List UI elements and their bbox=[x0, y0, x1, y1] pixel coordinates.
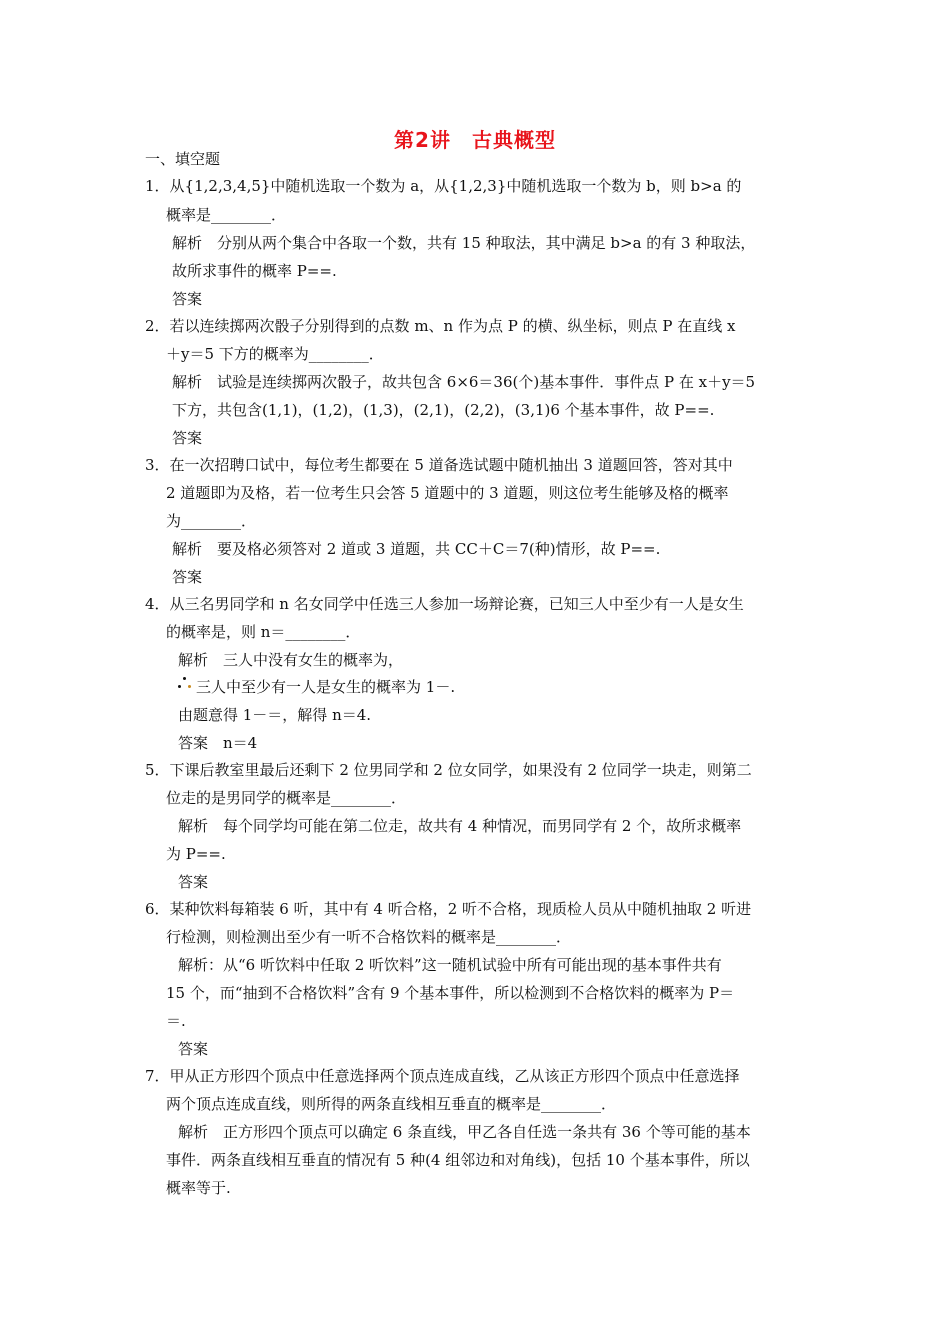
text-line-l16: 答案 bbox=[172, 568, 203, 586]
text-line-l28: 6．某种饮料每箱装 6 听，其中有 4 听合格，2 听不合格，现质检人员从中随机抽取 2 听进 bbox=[145, 900, 752, 918]
text-line-l09: 解析 试验是连续掷两次骰子，故共包含 6×6＝36(个)基本事件．事件点 P 在 x＋y＝5 bbox=[172, 373, 756, 391]
text-line-l13: 2 道题即为及格，若一位考生只会答 5 道题中的 3 道题，则这位考生能够及格的概率 bbox=[166, 484, 729, 502]
therefore-symbol-icon bbox=[178, 674, 192, 690]
text-line-l33: 答案 bbox=[178, 1040, 209, 1058]
text-line-l11: 答案 bbox=[172, 429, 203, 447]
text-line-l20: 三人中至少有一人是女生的概率为 1－. bbox=[196, 678, 456, 696]
text-line-l21: 由题意得 1－＝，解得 n＝4. bbox=[178, 706, 372, 724]
text-line-l29: 行检测，则检测出至少有一听不合格饮料的概率是________． bbox=[166, 928, 572, 946]
page-title: 第2讲 古典概型 bbox=[394, 128, 556, 152]
text-line-l15: 解析 要及格必须答对 2 道或 3 道题，共 CC＋C＝7(种)情形，故 P==. bbox=[172, 540, 661, 558]
text-line-l14: 为________． bbox=[166, 512, 257, 530]
text-line-l35: 两个顶点连成直线，则所得的两条直线相互垂直的概率是________． bbox=[166, 1095, 617, 1113]
text-line-l31: 15 个，而“抽到不合格饮料”含有 9 个基本事件，所以检测到不合格饮料的概率为 P＝ bbox=[166, 984, 735, 1002]
text-line-l12: 3．在一次招聘口试中，每位考生都要在 5 道备选试题中随机抽出 3 道题回答，答对其中 bbox=[145, 456, 733, 474]
text-line-l26: 为 P==. bbox=[166, 845, 226, 863]
text-line-l08: ＋y＝5 下方的概率为________． bbox=[166, 345, 384, 363]
text-line-l27: 答案 bbox=[178, 873, 209, 891]
text-line-l24: 位走的是男同学的概率是________． bbox=[166, 789, 407, 807]
text-line-l37: 事件．两条直线相互垂直的情况有 5 种(4 组邻边和对角线)，包括 10 个基本事件，所以 bbox=[166, 1151, 750, 1169]
text-line-l38: 概率等于. bbox=[166, 1179, 231, 1197]
text-line-l17: 4．从三名男同学和 n 名女同学中任选三人参加一场辩论赛，已知三人中至少有一人是女生 bbox=[145, 595, 744, 613]
text-line-l01: 一、填空题 bbox=[145, 150, 221, 168]
text-line-l34: 7．甲从正方形四个顶点中任意选择两个顶点连成直线，乙从该正方形四个顶点中任意选择 bbox=[145, 1067, 740, 1085]
text-line-l06: 答案 bbox=[172, 290, 203, 308]
text-line-l19: 解析 三人中没有女生的概率为， bbox=[178, 651, 404, 669]
text-line-l23: 5．下课后教室里最后还剩下 2 位男同学和 2 位女同学，如果没有 2 位同学一块走，则第二 bbox=[145, 761, 752, 779]
text-line-l07: 2．若以连续掷两次骰子分别得到的点数 m、n 作为点 P 的横、纵坐标，则点 P 在直线 x bbox=[145, 317, 736, 335]
text-line-l25: 解析 每个同学均可能在第二位走，故共有 4 种情况，而男同学有 2 个，故所求概率 bbox=[178, 817, 742, 835]
text-line-l03: 概率是________． bbox=[166, 206, 287, 224]
text-line-l22: 答案 n＝4 bbox=[178, 734, 258, 752]
text-line-l04: 解析 分别从两个集合中各取一个数，共有 15 种取法，其中满足 b>a 的有 3 种取法， bbox=[172, 234, 756, 252]
text-line-l10: 下方，共包含(1,1)，(1,2)，(1,3)，(2,1)，(2,2)，(3,1)6 个基本事件，故 P==. bbox=[172, 401, 715, 419]
text-line-l30: 解析：从“6 听饮料中任取 2 听饮料”这一随机试验中所有可能出现的基本事件共有 bbox=[178, 956, 722, 974]
text-line-l36: 解析 正方形四个顶点可以确定 6 条直线，甲乙各自任选一条共有 36 个等可能的基本 bbox=[178, 1123, 751, 1141]
text-line-l05: 故所求事件的概率 P==. bbox=[172, 262, 337, 280]
text-line-l18: 的概率是，则 n＝________． bbox=[166, 623, 361, 641]
text-line-l02: 1．从{1,2,3,4,5}中随机选取一个数为 a，从{1,2,3}中随机选取一个数为 b，则 b>a 的 bbox=[145, 177, 742, 195]
text-line-l32: ＝. bbox=[166, 1012, 186, 1030]
